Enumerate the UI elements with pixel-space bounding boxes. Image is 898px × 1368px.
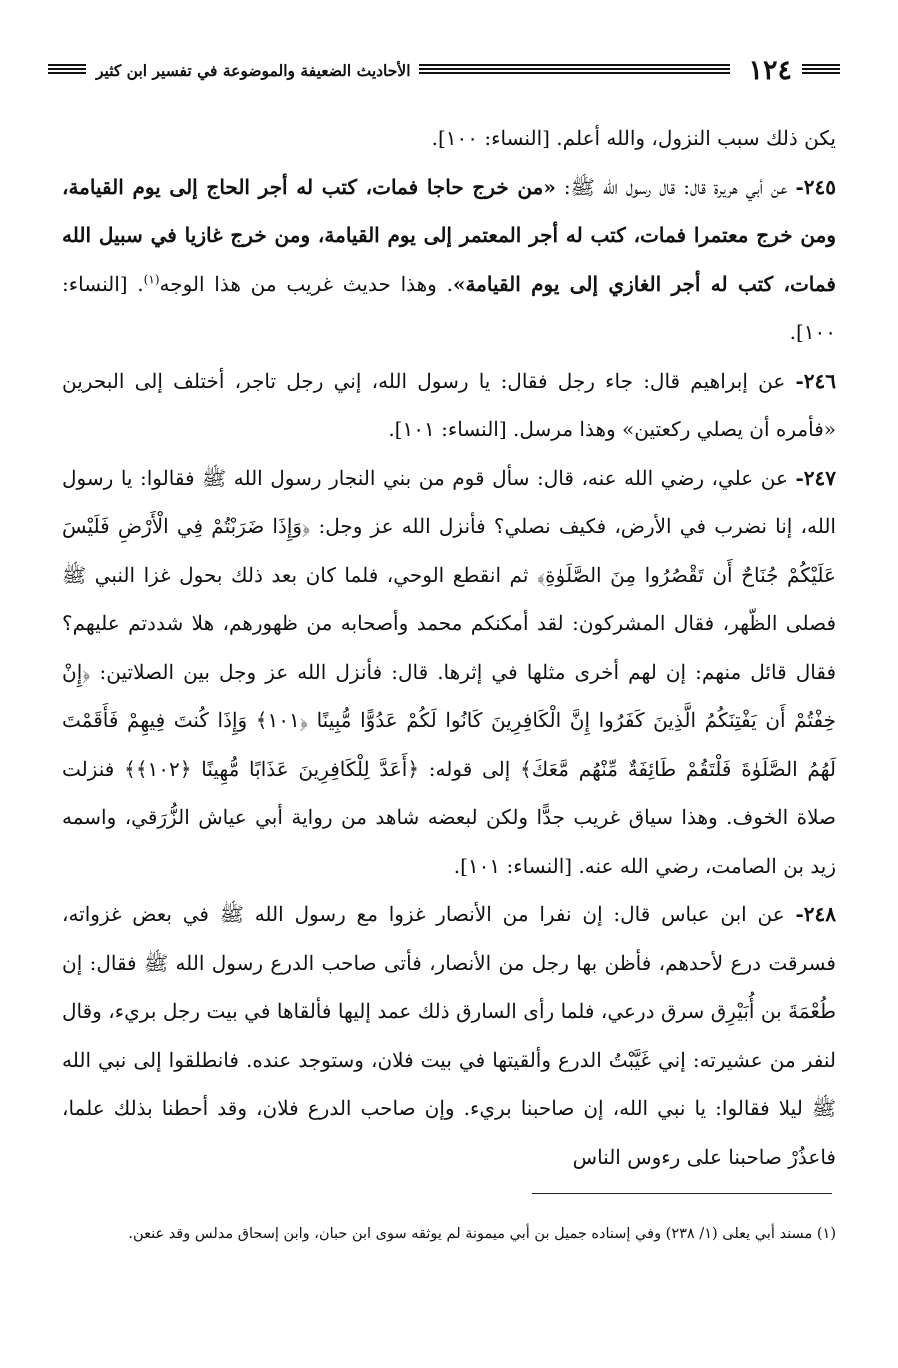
hadith-number: ٢٤٧- <box>795 465 836 490</box>
hadith-reference: . [النساء: ١٠٠]. <box>62 271 836 344</box>
quran-verse: ﴿إِنْ خِفْتُمْ أَن يَفْتِنَكُمُ الَّذِينَ كَفَرُوا إِنَّ الْكَافِرِينَ كَانُوا لَكُمْ عَدُوًّا مُّبِينًا ﴿١٠١﴾ وَإِذَا كُنتَ فِيهِمْ فَأَقَمْتَ لَهُمُ الصَّلَوٰةَ فَلْتَقُمْ طَائِفَةٌ مِّنْهُم مَّعَكَ﴾ <box>62 659 836 781</box>
quran-verse: ﴿وَإِذَا ضَرَبْتُمْ فِي الْأَرْضِ فَلَيْسَ عَلَيْكُمْ جُنَاحٌ أَن تَقْصُرُوا مِنَ الصَّلَوٰةِ﴾ <box>62 514 836 587</box>
hadith-247 <box>62 454 836 891</box>
footnote <box>62 1216 836 1252</box>
header-ornament-left <box>48 64 86 76</box>
footnote-text: (١) مسند أبي يعلى (١/ ٢٣٨) وفي إسناده جميل بن أبي ميمونة لم يوثقه سوى ابن حبان، وابن إسحاق مدلس وقد عنعن. <box>128 1226 836 1242</box>
page-number: ١٢٤ <box>748 54 792 86</box>
header-ornament-right <box>802 64 840 76</box>
hadith-text: «من خرج حاجا فمات، كتب له أجر الحاج إلى يوم القيامة، ومن خرج معتمرا فمات، كتب له أجر المعتمر إلى يوم القيامة، ومن خرج غازيا في سبيل الله فمات، كتب له أجر الغازي إلى يوم القيامة» <box>62 174 836 296</box>
footnote-marker: (١) <box>143 271 160 286</box>
paragraph-continuation <box>62 114 836 163</box>
hadith-text: عن علي، رضي الله عنه، قال: سأل قوم من بني النجار رسول الله ﷺ فقالوا: يا رسول الله، إنا نضرب في الأرض، فكيف نصلي؟ فأنزل الله عز وجل: <box>62 465 836 538</box>
hadith-text: عن إبراهيم قال: جاء رجل فقال: يا رسول الله، إني رجل تاجر، أختلف إلى البحرين «فأمره أن يصلي ركعتين» وهذا مرسل. [النساء: ١٠١]. <box>62 368 836 441</box>
hadith-text: إلى قوله: <box>419 756 521 781</box>
running-header <box>48 50 840 90</box>
hadith-lead: عن أبي هريرة قال: قال رسول الله ﷺ: <box>555 174 796 199</box>
running-title: الأحاديث الضعيفة والموضوعة في تفسير ابن كثير <box>96 60 411 80</box>
paragraph-text: يكن ذلك سبب النزول، والله أعلم. [النساء: ١٠٠]. <box>431 126 836 150</box>
hadith-text: فنزلت صلاة الخوف. وهذا سياق غريب جدًّا ولكن لبعضه شاهد من رواية أبي عياش الزُّرَقي، واسمه زيد بن الصامت، رضي الله عنه. [النساء: ١٠١]. <box>62 756 836 878</box>
hadith-number: ٢٤٨- <box>795 902 836 926</box>
hadith-248 <box>62 890 836 1181</box>
hadith-text: عن ابن عباس قال: إن نفرا من الأنصار غزوا مع رسول الله ﷺ في بعض غزواته، فسرقت درع لأحدهم، فأظن بها رجل من الأنصار، فأتى صاحب الدرع رسول الله ﷺ فقال: إن طُعْمَةَ بن أُبَيْرِق سرق درعي، فلما رأى السارق ذلك عمد إليها فألقاها في بيت رجل بريء، وقال لنفر من عشيرته: إني غَيَّبْتُ الدرع وألقيتها في بيت فلان، وستوجد عنده. فانطلقوا إلى نبي الله ﷺ ليلا فقالوا: يا نبي الله، إن صاحبنا بريء. وإن صاحب الدرع فلان، وقد أحطنا بذلك علما، فاعذُرْ صاحبنا على رءوس الناس <box>62 902 836 1169</box>
hadith-246 <box>62 357 836 454</box>
hadith-number: ٢٤٦- <box>795 368 836 393</box>
hadith-tail: . وهذا حديث غريب من هذا الوجه <box>159 271 453 296</box>
hadith-245 <box>62 163 836 357</box>
header-rule <box>419 64 731 76</box>
footnote-divider <box>532 1193 832 1194</box>
main-text <box>62 114 836 1181</box>
hadith-text: ثم انقطع الوحي، فلما كان بعد ذلك بحول غزا النبي ﷺ فصلى الظّهر، فقال المشركون: لقد أمكنكم محمد وأصحابه من ظهورهم، هلا شددتم عليهم؟ فقال قائل منهم: إن لهم أخرى مثلها في إثرها. قال: فأنزل الله عز وجل بين الصلاتين: <box>62 562 836 684</box>
quran-verse: ﴿أَعَدَّ لِلْكَافِرِينَ عَذَابًا مُّهِينًا ﴿١٠٢﴾﴾ <box>124 756 420 781</box>
hadith-number: ٢٤٥- <box>795 174 836 199</box>
